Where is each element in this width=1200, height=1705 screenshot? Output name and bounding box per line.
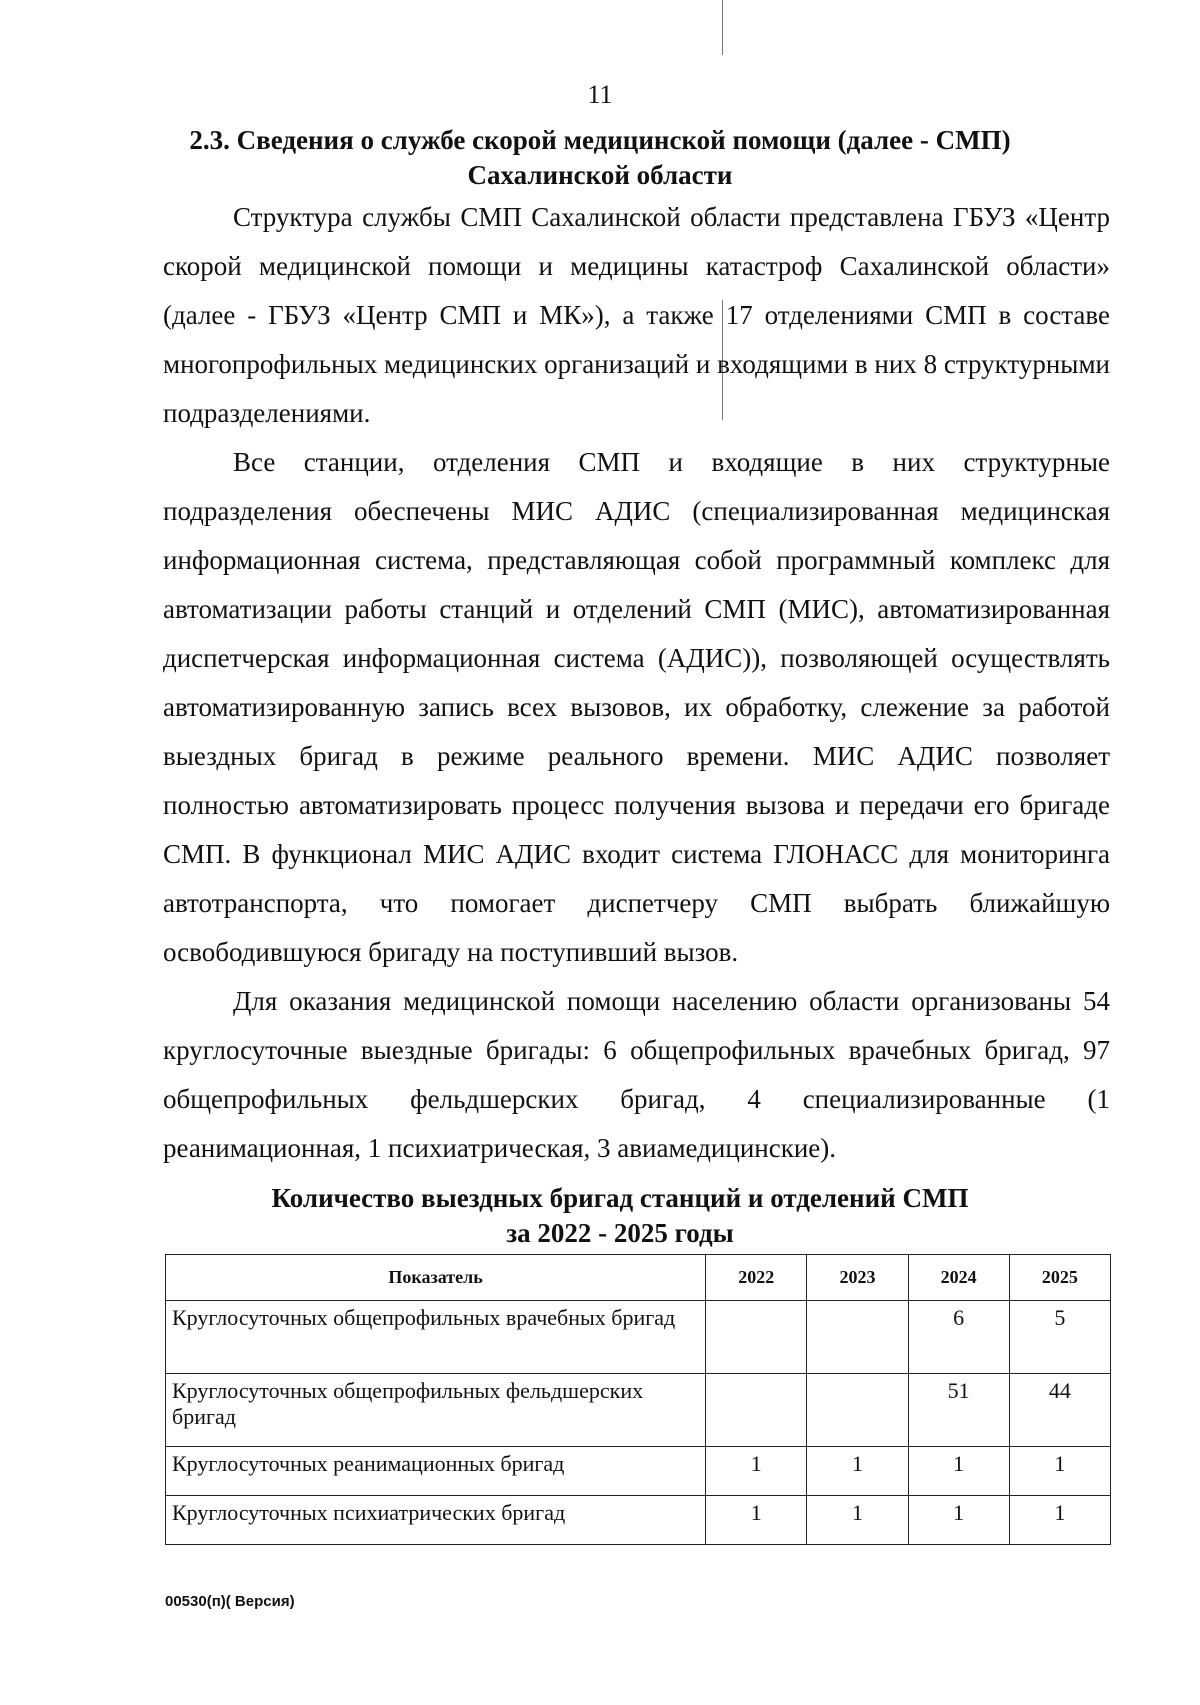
section-heading <box>120 123 1080 193</box>
section-heading-line-2: Сахалинской области <box>467 160 733 190</box>
cell-2023 <box>807 1374 908 1447</box>
body-text <box>163 193 1110 1173</box>
header-indicator: Показатель <box>166 1255 706 1301</box>
cell-2022: 1 <box>706 1496 807 1545</box>
cell-2022 <box>706 1374 807 1447</box>
table-row <box>166 1374 1111 1447</box>
table-row <box>166 1447 1111 1496</box>
table-title-line-1: Количество выездных бригад станций и отделений СМП <box>271 1183 969 1213</box>
cell-2025: 1 <box>1009 1496 1110 1545</box>
table-title-line-2: за 2022 - 2025 годы <box>506 1218 734 1248</box>
cell-2023: 1 <box>807 1447 908 1496</box>
paragraph-structure: Структура службы СМП Сахалинской области представлена ГБУЗ «Центр скорой медицинской помощи и медицины катастроф Сахалинской области» (далее - ГБУЗ «Центр СМП и МК»), а также 17 отделениями СМП в составе многопрофильных медицинских организаций и входящими в них 8 структурными подразделениями. <box>163 202 1110 428</box>
footer-document-code: 00530(п)( Версия) <box>165 1593 295 1610</box>
cell-indicator: Круглосуточных реанимационных бригад <box>166 1447 706 1496</box>
cell-2025: 5 <box>1009 1301 1110 1374</box>
paragraph-brigades: Для оказания медицинской помощи населению области организованы 54 круглосуточные выездные бригады: 6 общепрофильных врачебных бригад, 97 общепрофильных фельдшерских бригад, 4 специализированные (1 реанимационная, 1 психиатрическая, 3 авиамедицинские). <box>163 986 1110 1163</box>
header-2022: 2022 <box>706 1255 807 1301</box>
scan-artifact-line-top <box>722 0 723 55</box>
section-heading-line-1: 2.3. Сведения о службе скорой медицинской помощи (далее - СМП) <box>189 125 1011 155</box>
paragraph-mis-adis: Все станции, отделения СМП и входящие в них структурные подразделения обеспечены МИС АДИС (специализированная медицинская информационная система, представляющая собой программный комплекс для автоматизации работы станций и отделений СМП (МИС), автоматизированная диспетчерская информационная система (АДИС)), позволяющей осуществлять автоматизированную запись всех вызовов, их обработку, слежение за работой выездных бригад в режиме реального времени. МИС АДИС позволяет полностью автоматизировать процесс получения вызова и передачи его бригаде СМП. В функционал МИС АДИС входит система ГЛОНАСС для мониторинга автотранспорта, что помогает диспетчеру СМП выбрать ближайшую освободившуюся бригаду на поступивший вызов. <box>163 447 1110 967</box>
table-header-row <box>166 1255 1111 1301</box>
cell-2025: 1 <box>1009 1447 1110 1496</box>
cell-2025: 44 <box>1009 1374 1110 1447</box>
cell-indicator: Круглосуточных общепрофильных врачебных бригад <box>166 1301 706 1374</box>
header-2025: 2025 <box>1009 1255 1110 1301</box>
table-row <box>166 1301 1111 1374</box>
cell-2024: 1 <box>908 1496 1009 1545</box>
cell-2023 <box>807 1301 908 1374</box>
cell-2022 <box>706 1301 807 1374</box>
cell-2024: 1 <box>908 1447 1009 1496</box>
cell-2024: 6 <box>908 1301 1009 1374</box>
header-2024: 2024 <box>908 1255 1009 1301</box>
table-row <box>166 1496 1111 1545</box>
cell-2022: 1 <box>706 1447 807 1496</box>
cell-indicator: Круглосуточных психиатрических бригад <box>166 1496 706 1545</box>
brigades-table <box>165 1254 1111 1545</box>
header-2023: 2023 <box>807 1255 908 1301</box>
cell-2024: 51 <box>908 1374 1009 1447</box>
cell-indicator: Круглосуточных общепрофильных фельдшерских бригад <box>166 1374 706 1447</box>
page-number: 11 <box>587 80 613 109</box>
table-title <box>140 1181 1100 1251</box>
cell-2023: 1 <box>807 1496 908 1545</box>
